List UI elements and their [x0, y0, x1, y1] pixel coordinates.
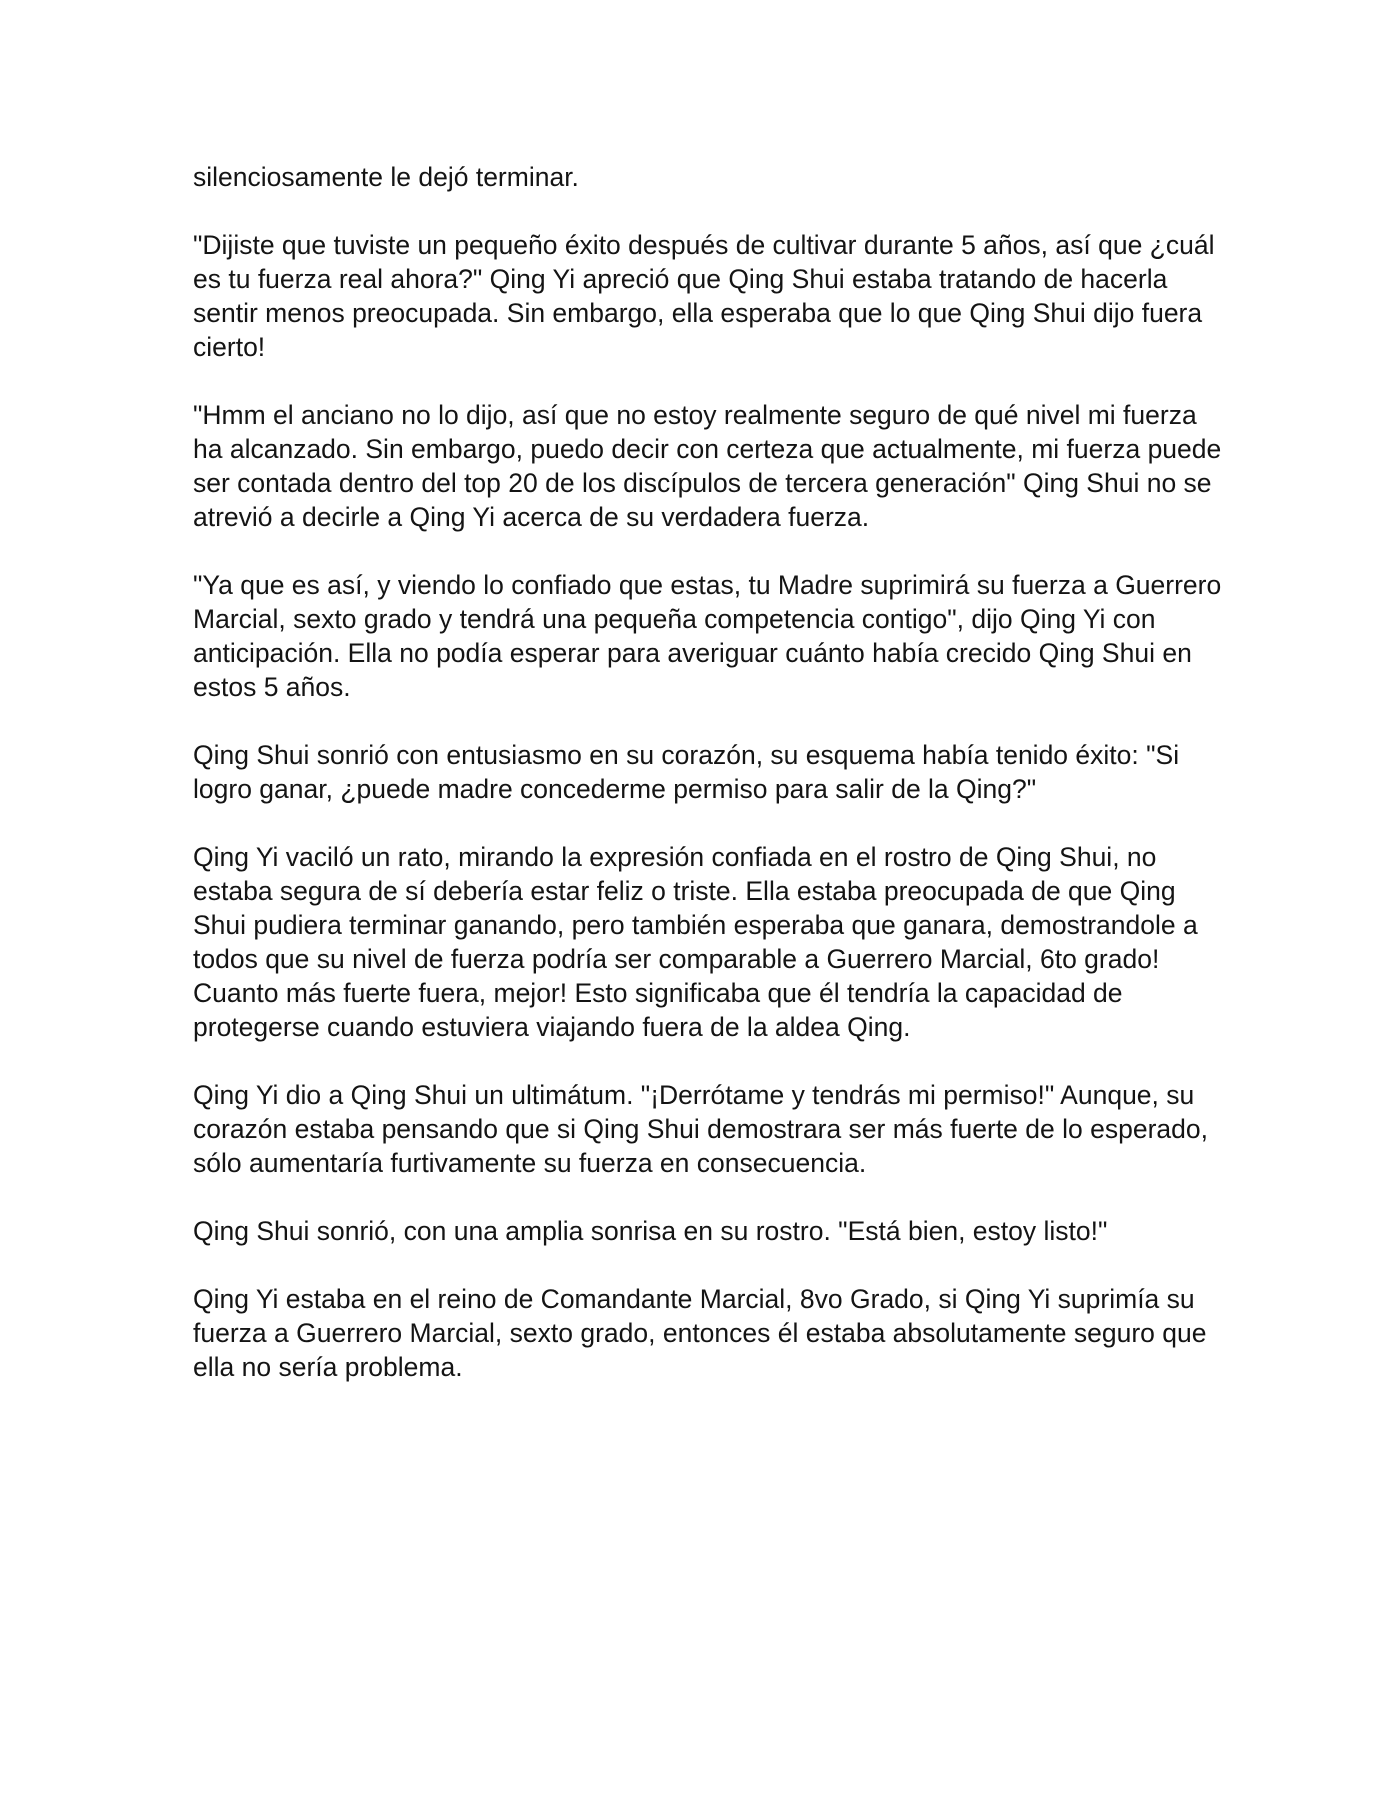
paragraph-5: Qing Shui sonrió con entusiasmo en su corazón, su esquema había tenido éxito: "Si logro ganar, ¿puede madre concederme permiso para salir de la Qing?" — [193, 740, 1180, 804]
paragraph-4: "Ya que es así, y viendo lo confiado que estas, tu Madre suprimirá su fuerza a Guerrero Marcial, sexto grado y tendrá una pequeña competencia contigo", dijo Qing Yi con anticipación. Ella no podía esperar para averiguar cuánto había crecido Qing Shui en estos 5 años. — [193, 570, 1222, 702]
paragraph-6: Qing Yi vaciló un rato, mirando la expresión confiada en el rostro de Qing Shui, no estaba segura de sí debería estar feliz o triste. Ella estaba preocupada de que Qing Shui pudiera terminar ganando, pero también esperaba que ganara, demostrandole a todos que su nivel de fuerza podría ser comparable a Guerrero Marcial, 6to grado! Cuanto más fuerte fuera, mejor! Esto significaba que él tendría la capacidad de protegerse cuando estuviera viajando fuera de la aldea Qing. — [193, 842, 1198, 1042]
document-body — [193, 160, 1223, 1418]
paragraph-2: "Dijiste que tuviste un pequeño éxito después de cultivar durante 5 años, así que ¿cuál es tu fuerza real ahora?" Qing Yi apreció que Qing Shui estaba tratando de hacerla sentir menos preocupada. Sin embargo, ella esperaba que lo que Qing Shui dijo fuera cierto! — [193, 230, 1215, 362]
paragraph-9: Qing Yi estaba en el reino de Comandante Marcial, 8vo Grado, si Qing Yi suprimía su fuerza a Guerrero Marcial, sexto grado, entonces él estaba absolutamente seguro que ella no sería problema. — [193, 1284, 1207, 1382]
paragraph-1: silenciosamente le dejó terminar. — [193, 162, 579, 192]
paragraph-7: Qing Yi dio a Qing Shui un ultimátum. "¡Derrótame y tendrás mi permiso!" Aunque, su corazón estaba pensando que si Qing Shui demostrara ser más fuerte de lo esperado, sólo aumentaría furtivamente su fuerza en consecuencia. — [193, 1080, 1208, 1178]
paragraph-8: Qing Shui sonrió, con una amplia sonrisa en su rostro. "Está bien, estoy listo!" — [193, 1216, 1108, 1246]
paragraph-3: "Hmm el anciano no lo dijo, así que no estoy realmente seguro de qué nivel mi fuerza ha alcanzado. Sin embargo, puedo decir con certeza que actualmente, mi fuerza puede ser contada dentro del top 20 de los discípulos de tercera generación" Qing Shui no se atrevió a decirle a Qing Yi acerca de su verdadera fuerza. — [193, 400, 1222, 532]
